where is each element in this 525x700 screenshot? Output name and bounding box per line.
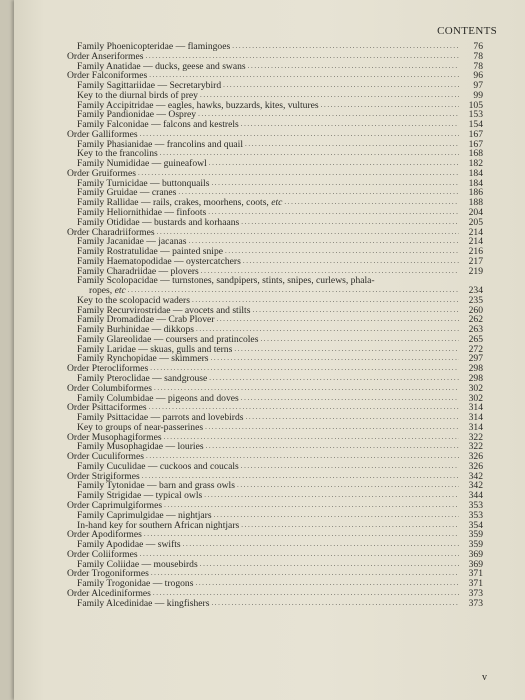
dot-leader xyxy=(241,462,459,472)
toc-entry-page: 369 xyxy=(468,548,483,560)
toc-entry-title: Order Gruiformes xyxy=(67,167,136,179)
toc-entry-title: Family Falconidae — falcons and kestrels xyxy=(77,119,239,131)
toc-entry-title: Order Columbiformes xyxy=(67,382,152,394)
dot-leader xyxy=(321,101,459,111)
toc-entry-title: Family Sagittariidae — Secretarybird xyxy=(77,80,222,92)
toc-entry-title: Family Cuculidae — cuckoos and coucals xyxy=(77,460,239,472)
page-header: CONTENTS xyxy=(437,25,497,37)
toc-entry-page: 217 xyxy=(468,255,483,267)
toc-entry-title: Family Tytonidae — barn and grass owls xyxy=(77,480,235,492)
dot-leader xyxy=(211,179,459,189)
toc-entry-page: 214 xyxy=(468,236,483,248)
toc-entry-title: Family Anatidae — ducks, geese and swans xyxy=(77,60,246,72)
toc-entry-page: 373 xyxy=(468,597,483,609)
dot-leader xyxy=(237,481,459,491)
toc-entry-page: 322 xyxy=(468,431,483,443)
toc-entry-page: 342 xyxy=(468,480,483,492)
toc-entry-page: 167 xyxy=(468,128,483,140)
dot-leader xyxy=(225,247,459,257)
toc-entry-page: 369 xyxy=(468,558,483,570)
toc-entry-page: 297 xyxy=(468,353,483,365)
toc-entry-page: 373 xyxy=(468,587,483,599)
toc-entry-title: Family Glareolidae — coursers and pratincoles xyxy=(77,333,259,345)
toc-entry-page: 298 xyxy=(468,373,483,385)
toc-entry-page: 371 xyxy=(468,568,483,580)
toc-entry-title: Family Strigidae — typical owls xyxy=(77,490,203,502)
toc-entry-title: In-hand key for southern African nightjars xyxy=(77,519,240,531)
toc-entry-page: 214 xyxy=(468,226,483,238)
toc-entry-page: 235 xyxy=(468,294,483,306)
toc-entry-title: ropes, etc xyxy=(89,285,126,297)
toc-entry-page: 314 xyxy=(468,421,483,433)
dot-leader xyxy=(183,540,459,550)
toc-entry-page: 326 xyxy=(468,451,483,463)
toc-entry-page: 167 xyxy=(468,138,483,150)
toc-entry-page: 314 xyxy=(468,412,483,424)
toc-entry-page: 302 xyxy=(468,382,483,394)
toc-entry-title: Order Anseriformes xyxy=(67,50,144,62)
toc-entry-page: 168 xyxy=(468,148,483,160)
toc-entry-title: Order Pterocliformes xyxy=(67,363,149,375)
toc-entry-title: Order Charadriiformes xyxy=(67,226,155,238)
toc-entry-page: 204 xyxy=(468,207,483,218)
toc-entry-title: Family Pandionidae — Osprey xyxy=(77,109,197,121)
toc-entry-page: 353 xyxy=(468,499,483,511)
dot-leader xyxy=(189,237,460,247)
toc-entry-page: 260 xyxy=(468,304,483,316)
toc-entry-page: 188 xyxy=(468,197,483,209)
toc-entry-page: 96 xyxy=(473,70,483,82)
dot-leader xyxy=(243,257,459,267)
toc-entry-page: 359 xyxy=(468,529,483,541)
toc-entry-title: Family Otididae — bustards and korhaans xyxy=(77,216,240,228)
dot-leader xyxy=(195,579,459,589)
toc-entry-page: 219 xyxy=(468,265,483,277)
toc-entry-page: 265 xyxy=(468,333,483,345)
toc-entry-title: Order Psittaciformes xyxy=(67,402,147,414)
toc-entry-page: 354 xyxy=(468,519,483,531)
toc-entry-title: Family Rynchopidae — skimmers xyxy=(77,353,209,365)
toc-entry-page: 186 xyxy=(468,187,483,199)
toc-entry-page: 371 xyxy=(468,578,483,590)
dot-leader xyxy=(211,354,459,364)
toc-entry-title: Family Accipitridae — eagles, hawks, buzzards, kites, vultures xyxy=(77,99,319,111)
toc-entry-title: Key to the diurnal birds of prey xyxy=(77,89,198,101)
toc-entry-title: Family Coliidae — mousebirds xyxy=(77,558,198,570)
toc-entry-title: Family Heliornithidae — finfoots xyxy=(77,207,207,218)
dot-leader xyxy=(252,306,459,316)
toc-entry-page: 99 xyxy=(473,89,483,101)
toc-entry-title: Order Galliformes xyxy=(67,128,138,140)
book-page xyxy=(14,0,525,700)
dot-leader xyxy=(209,374,459,384)
dot-leader xyxy=(223,81,459,91)
toc-entry-title: Order Strigiformes xyxy=(67,470,140,482)
toc-entry-page: 182 xyxy=(468,158,483,170)
dot-leader xyxy=(246,413,459,423)
toc-entry-page: 184 xyxy=(468,177,483,189)
dot-leader xyxy=(216,315,459,325)
dot-leader xyxy=(232,42,459,52)
dot-leader xyxy=(241,521,459,531)
toc-entry-page: 78 xyxy=(473,60,483,72)
dot-leader xyxy=(200,560,459,570)
toc-entry-title: Family Scolopacidae — turnstones, sandpipers, stints, snipes, curlews, phala- xyxy=(77,275,375,287)
toc-entry-title: Family Rallidae — rails, crakes, moorhens, coots, etc xyxy=(77,197,283,209)
toc-entry-title: Family Recurvirostridae — avocets and stilts xyxy=(77,304,251,316)
toc-entry-title: Family Pteroclidae — sandgrouse xyxy=(77,373,208,385)
toc-entry-page: 344 xyxy=(468,490,483,502)
dot-leader xyxy=(245,140,459,150)
toc-entry-title: Family Psittacidae — parrots and lovebirds xyxy=(77,412,244,424)
toc-entry-title: Order Apodiformes xyxy=(67,529,142,541)
toc-entry-page: 263 xyxy=(468,324,483,336)
dot-leader xyxy=(209,159,459,169)
toc-entry-page: 262 xyxy=(468,314,483,326)
toc-entry-title: Family Burhinidae — dikkops xyxy=(77,324,194,336)
toc-entry-title: Family Musophagidae — louries xyxy=(77,441,204,453)
table-of-contents xyxy=(67,42,483,608)
toc-entry-page: 322 xyxy=(468,441,483,453)
toc-entry-title: Order Cuculiformes xyxy=(67,451,144,463)
dot-leader xyxy=(241,394,459,404)
toc-entry-title: Family Caprimulgidae — nightjars xyxy=(77,509,212,521)
dot-leader xyxy=(144,530,459,540)
toc-entry-title: Order Alcediniformes xyxy=(67,587,151,599)
dot-leader xyxy=(164,433,459,443)
toc-entry-page: 298 xyxy=(468,363,483,375)
dot-leader xyxy=(205,423,459,433)
dot-leader xyxy=(241,218,459,228)
toc-entry-title: Order Caprimulgiformes xyxy=(67,499,163,511)
toc-entry-page: 359 xyxy=(468,539,483,551)
dot-leader xyxy=(241,120,459,130)
toc-family-entry xyxy=(67,276,483,286)
toc-entry-title: Key to the scolopacid waders xyxy=(77,294,190,306)
dot-leader xyxy=(214,511,459,521)
toc-entry-page: 78 xyxy=(473,50,483,62)
dot-leader xyxy=(260,335,459,345)
dot-leader xyxy=(206,442,459,452)
toc-entry-page: 153 xyxy=(468,109,483,121)
page-number: v xyxy=(482,672,487,683)
toc-family-entry xyxy=(67,599,483,609)
dot-leader xyxy=(204,491,459,501)
toc-entry-page: 272 xyxy=(468,343,483,355)
toc-entry-title: Family Dromadidae — Crab Plover xyxy=(77,314,215,326)
toc-entry-page: 353 xyxy=(468,509,483,521)
toc-entry-title: Family Rostratulidae — painted snipe xyxy=(77,246,224,258)
toc-entry-title: Family Haematopodidae — oystercatchers xyxy=(77,255,241,267)
dot-leader xyxy=(208,208,459,218)
dot-leader xyxy=(248,62,459,72)
toc-entry-page: 76 xyxy=(473,40,483,52)
toc-entry-title: Family Phasianidae — francolins and quail xyxy=(77,138,243,150)
toc-entry-title: Family Alcedinidae — kingfishers xyxy=(77,597,210,609)
toc-entry-title: Family Jacanidae — jacanas xyxy=(77,236,187,248)
toc-entry-page: 216 xyxy=(468,246,483,258)
toc-entry-title: Family Columbidae — pigeons and doves xyxy=(77,392,239,404)
toc-entry-page: 184 xyxy=(468,167,483,179)
toc-entry-title: Order Falconiformes xyxy=(67,70,148,82)
toc-entry-title: Family Numididae — guineafowl xyxy=(77,158,207,170)
toc-entry-page: 154 xyxy=(468,119,483,131)
toc-entry-page: 205 xyxy=(468,216,483,228)
dot-leader xyxy=(211,599,459,609)
toc-entry-title: Family Gruidae — cranes xyxy=(77,187,177,199)
dot-leader xyxy=(234,345,459,355)
toc-entry-title: Key to the francolins xyxy=(77,148,158,160)
dot-leader xyxy=(284,198,459,208)
toc-entry-title: Order Musophagiformes xyxy=(67,431,162,443)
dot-leader xyxy=(157,228,459,238)
toc-entry-title: Family Laridae — skuas, gulls and terns xyxy=(77,343,233,355)
toc-entry-title: Family Trogonidae — trogons xyxy=(77,578,194,590)
toc-entry-title: Family Apodidae — swifts xyxy=(77,539,181,551)
toc-entry-page: 234 xyxy=(468,285,483,297)
toc-entry-title: Order Trogoniformes xyxy=(67,568,149,580)
toc-entry-title: Family Phoenicopteridae — flamingoes xyxy=(77,40,231,52)
toc-entry-page: 97 xyxy=(473,80,483,92)
toc-entry-page: 314 xyxy=(468,402,483,414)
dot-leader xyxy=(151,569,459,579)
toc-entry-page: 105 xyxy=(468,99,483,111)
toc-entry-title: Order Coliiformes xyxy=(67,548,138,560)
toc-entry-page: 326 xyxy=(468,460,483,472)
toc-entry-page: 302 xyxy=(468,392,483,404)
toc-entry-page: 342 xyxy=(468,470,483,482)
toc-entry-title: Key to groups of near-passerines xyxy=(77,421,204,433)
toc-entry-title: Family Charadriidae — plovers xyxy=(77,265,199,277)
toc-entry-title: Family Turnicidae — buttonquails xyxy=(77,177,210,189)
